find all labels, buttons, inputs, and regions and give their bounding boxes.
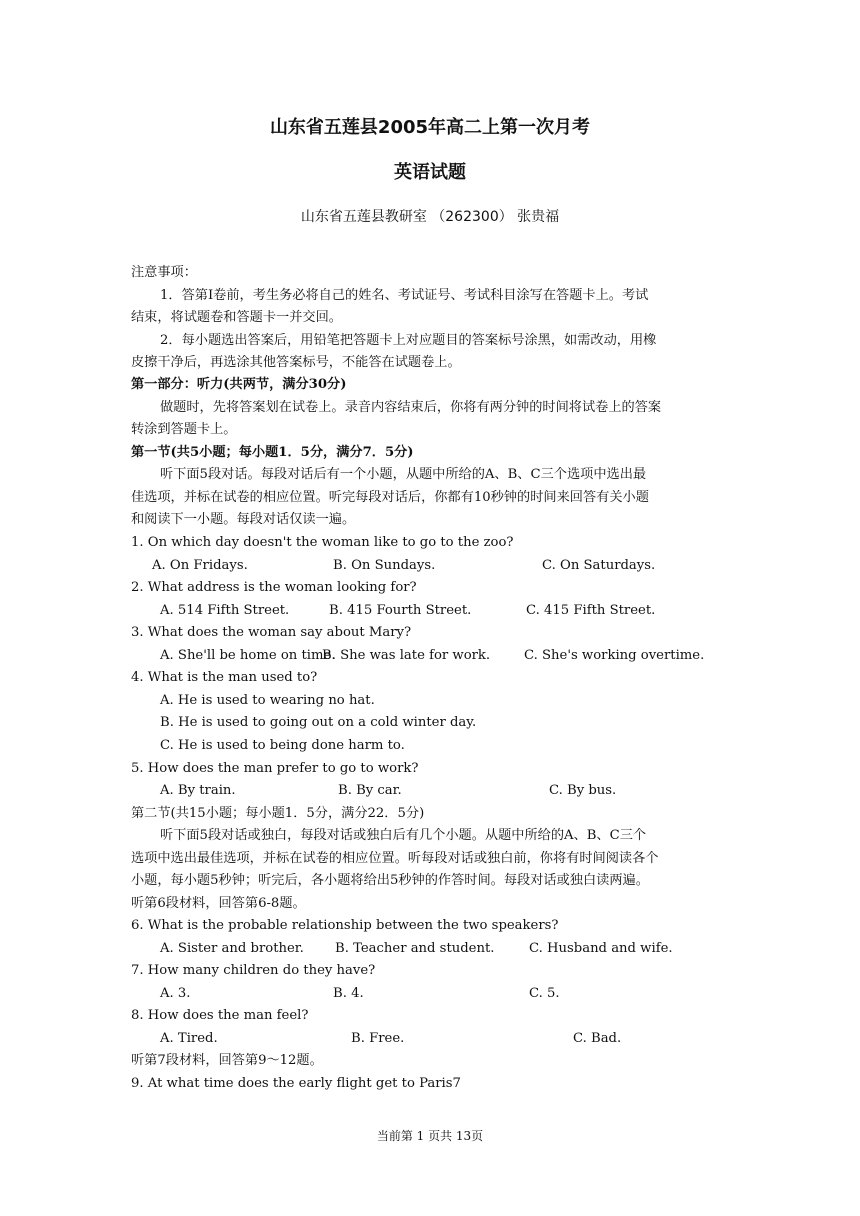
- page-footer: 当前第 1 页共 13页: [376, 1129, 484, 1143]
- document-title: 山东省五莲县2005年高二上第一次月考: [269, 117, 591, 138]
- notice-item1-line1: 1．答第I卷前，考生务必将自己的姓名、考试证号、考试科目涂写在答题卡上。考试: [160, 288, 649, 303]
- question-6: 6. What is the probable relationship between the two speakers?: [131, 918, 559, 933]
- q5-option-b: B. By car.: [338, 783, 402, 798]
- notice-item1-line2: 结束，将试题卷和答题卡一并交回。: [131, 310, 342, 325]
- q4-option-a: A. He is used to wearing no hat.: [160, 693, 375, 708]
- q1-option-b: B. On Sundays.: [333, 558, 436, 573]
- q7-option-b: B. 4.: [333, 986, 364, 1001]
- section1-intro-line1: 听下面5段对话。每段对话后有一个小题，从题中所给的A、B、C三个选项中选出最: [160, 467, 647, 482]
- question-7: 7. How many children do they have?: [131, 963, 376, 978]
- part1-intro-line1: 做题时，先将答案划在试卷上。录音内容结束后，你将有两分钟的时间将试卷上的答案: [160, 400, 662, 415]
- q6-option-b: B. Teacher and student.: [335, 941, 495, 956]
- question-4: 4. What is the man used to?: [131, 670, 318, 685]
- question-3: 3. What does the woman say about Mary?: [131, 625, 412, 640]
- question-8: 8. How does the man feel?: [131, 1008, 309, 1023]
- q6-option-a: A. Sister and brother.: [160, 941, 304, 956]
- question-9: 9. At what time does the early flight get to Paris7: [131, 1076, 461, 1091]
- notice-item2-line1: 2．每小题选出答案后，用铅笔把答题卡上对应题目的答案标号涂黑，如需改动，用橡: [160, 333, 657, 348]
- q6-option-c: C. Husband and wife.: [529, 941, 673, 956]
- notice-item2-line2: 皮擦干净后，再选涂其他答案标号，不能答在试题卷上。: [131, 355, 461, 370]
- document-subtitle: 英语试题: [394, 162, 466, 183]
- section2-intro-line3: 小题，每小题5秒钟；听完后，各小题将给出5秒钟的作答时间。每段对话或独白读两遍。: [131, 873, 649, 888]
- q3-option-b: B. She was late for work.: [322, 648, 491, 663]
- section2-heading: 第二节(共15小题；每小题1．5分，满分22．5分): [131, 806, 425, 821]
- q4-option-b: B. He is used to going out on a cold winter day.: [160, 715, 477, 730]
- question-5: 5. How does the man prefer to go to work?: [131, 761, 419, 776]
- notice-heading: 注意事项：: [131, 265, 197, 280]
- material-6-note: 听第6段材料，回答第6-8题。: [131, 896, 306, 911]
- q3-option-c: C. She's working overtime.: [524, 648, 705, 663]
- q3-option-a: A. She'll be home on time.: [160, 648, 336, 663]
- q8-option-b: B. Free.: [351, 1031, 405, 1046]
- q4-option-c: C. He is used to being done harm to.: [160, 738, 405, 753]
- q5-option-a: A. By train.: [160, 783, 236, 798]
- q7-option-c: C. 5.: [529, 986, 560, 1001]
- author-line: 山东省五莲县教研室 （262300） 张贵福: [300, 209, 560, 225]
- section1-intro-line3: 和阅读下一小题。每段对话仅读一遍。: [131, 512, 356, 527]
- q8-option-c: C. Bad.: [573, 1031, 622, 1046]
- part1-heading: 第一部分：听力(共两节，满分30分): [131, 377, 347, 392]
- section1-heading: 第一节(共5小题；每小题1．5分，满分7．5分): [131, 445, 414, 460]
- q2-option-b: B. 415 Fourth Street.: [329, 603, 472, 618]
- section1-intro-line2: 佳选项，并标在试卷的相应位置。听完每段对话后，你都有10秒钟的时间来回答有关小题: [131, 490, 649, 505]
- section2-intro-line1: 听下面5段对话或独白，每段对话或独白后有几个小题。从题中所给的A、B、C三个: [160, 828, 647, 843]
- q8-option-a: A. Tired.: [160, 1031, 218, 1046]
- question-2: 2. What address is the woman looking for?: [131, 580, 417, 595]
- q1-option-c: C. On Saturdays.: [542, 558, 656, 573]
- q7-option-a: A. 3.: [160, 986, 191, 1001]
- material-7-note: 听第7段材料，回答第9～12题。: [131, 1053, 323, 1068]
- q2-option-a: A. 514 Fifth Street.: [160, 603, 290, 618]
- question-1: 1. On which day doesn't the woman like to go to the zoo?: [131, 535, 514, 550]
- q1-option-a: A. On Fridays.: [152, 558, 248, 573]
- part1-intro-line2: 转涂到答题卡上。: [131, 422, 237, 437]
- q5-option-c: C. By bus.: [549, 783, 617, 798]
- q2-option-c: C. 415 Fifth Street.: [526, 603, 656, 618]
- section2-intro-line2: 选项中选出最佳选项，并标在试卷的相应位置。听每段对话或独白前，你将有时间阅读各个: [131, 851, 659, 866]
